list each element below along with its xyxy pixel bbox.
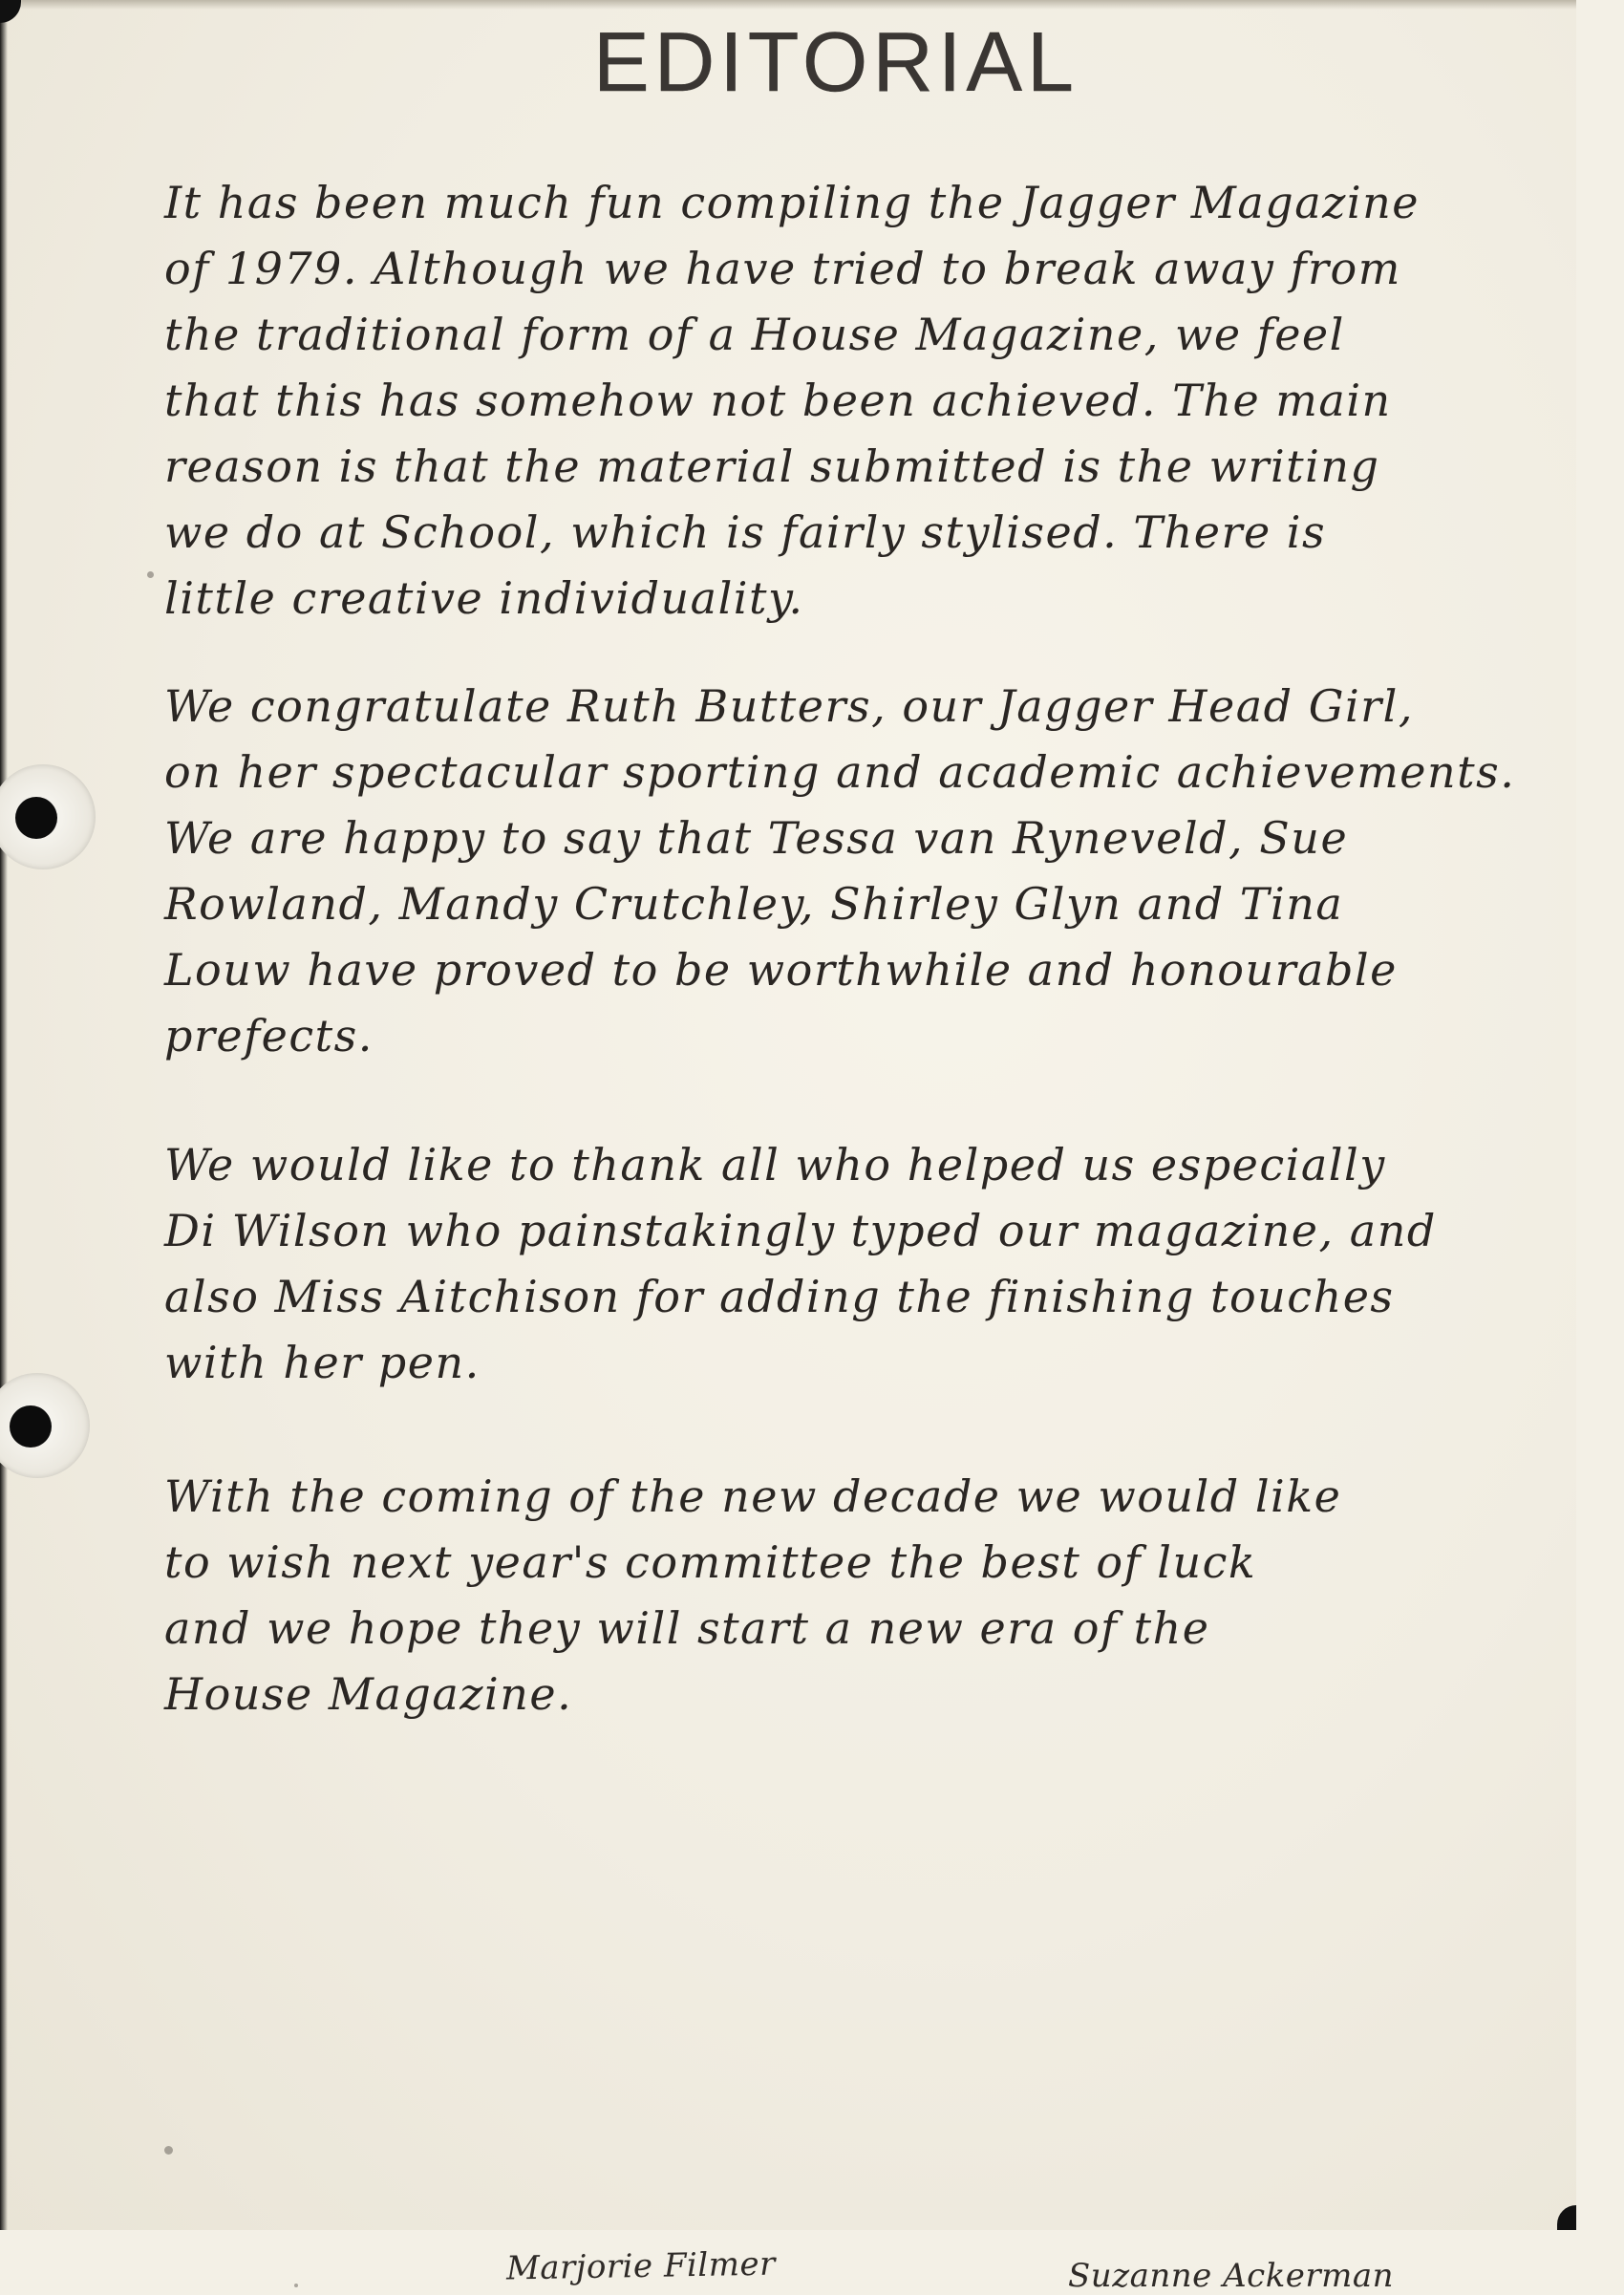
text-line: With the coming of the new decade we would like [164,1470,1342,1522]
paper-edge-top [0,0,1576,10]
text-line: reason is that the material submitted is the writing [164,440,1380,492]
paragraph-thanks [164,1132,1559,1396]
text-line: prefects. [164,1010,374,1062]
text-line: Di Wilson who painstakingly typed our magazine, and [164,1205,1437,1256]
text-line: It has been much fun compiling the Jagger Magazine [164,177,1420,228]
paper-corner-bottom-right [1557,2205,1576,2230]
text-line: and we hope they will start a new era of the [164,1602,1210,1654]
text-line: Rowland, Mandy Crutchley, Shirley Glyn and Tina [164,878,1344,930]
text-line: we do at School, which is fairly stylised. There is [164,506,1327,558]
paper-corner-top-left [0,0,21,23]
paper-speck [164,2146,173,2155]
text-line: that this has somehow not been achieved. The main [164,375,1392,426]
paragraph-congratulations [164,674,1559,1069]
text-line: to wish next year's committee the best of luck [164,1536,1257,1588]
binder-hole-icon [0,1373,90,1478]
signature-marjorie-filmer: Marjorie Filmer [505,2244,777,2288]
paragraph-intro [164,170,1559,632]
paper-speck [294,2284,298,2287]
text-line: on her spectacular sporting and academic achievements. [164,746,1516,798]
paragraph-closing [164,1464,1559,1727]
text-line: with her pen. [164,1337,481,1388]
binder-hole-icon [0,764,96,869]
text-line: the traditional form of a House Magazine, we feel [164,309,1345,360]
text-line: House Magazine. [164,1668,573,1720]
paper-speck [147,571,154,578]
text-line: We congratulate Ruth Butters, our Jagger Head Girl, [164,680,1414,732]
text-line: We would like to thank all who helped us especially [164,1139,1386,1190]
text-line: Louw have proved to be worthwhile and honourable [164,944,1398,996]
text-line: We are happy to say that Tessa van Ryneveld, Sue [164,812,1349,864]
text-line: little creative individuality. [164,572,804,624]
text-line: also Miss Aitchison for adding the finishing touches [164,1271,1395,1322]
signature-suzanne-ackerman: Suzanne Ackerman [1068,2257,1395,2295]
paper-edge-left [0,0,8,2230]
page-title: EDITORIAL [593,14,1079,109]
text-line: of 1979. Although we have tried to break away from [164,243,1401,294]
